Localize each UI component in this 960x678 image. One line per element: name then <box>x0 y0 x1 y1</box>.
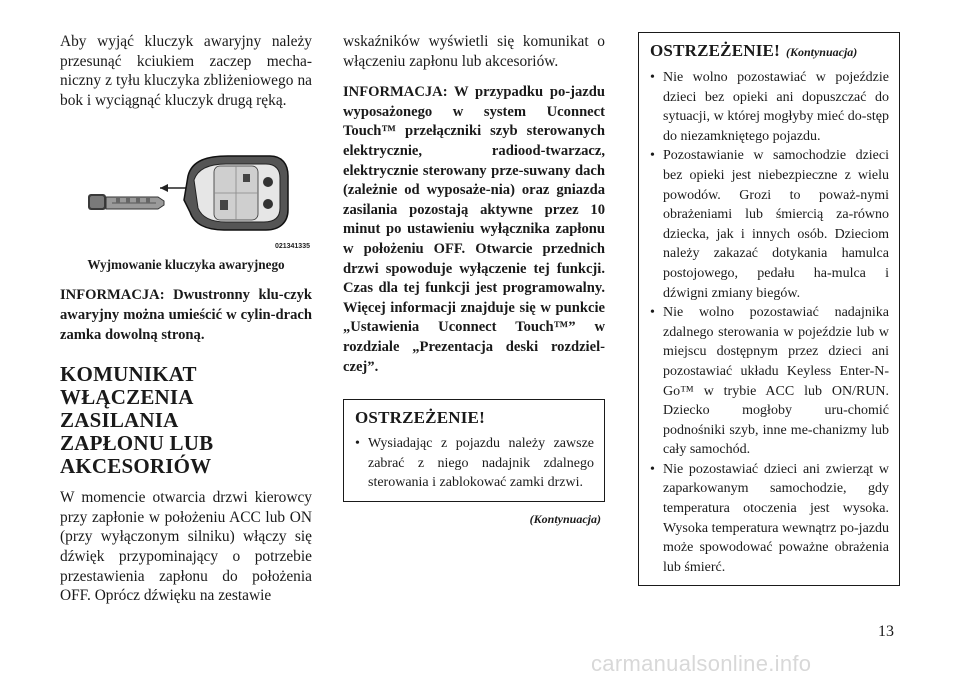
key-fob-figure <box>60 130 312 250</box>
warning-item: • Pozostawianie w samochodzie dzieci bez opieki jest niebezpieczne z wielu powodów. Grozi to poważ-nymi obrażeniami lub śmiercią za-równo dziecka, jak i innych osób. Dzieciom należy zakazać dotykania hamulca postojowego, pedału ha-mulca i dźwigni zmiany biegów. <box>650 146 889 303</box>
warning-title-text: OSTRZEŻENIE! <box>650 41 780 60</box>
warning-box-continued <box>638 32 900 586</box>
warning-list <box>355 434 594 493</box>
info-note: INFORMACJA: Dwustronny klu-czyk awaryjny można umieścić w cylin-drach zamka dowolną stroną. <box>60 287 312 343</box>
warning-item: • Wysiadając z pojazdu należy zawsze zabrać z niego nadajnik zdalnego sterowania i zablokować zamki drzwi. <box>355 434 594 493</box>
warning-item: • Nie pozostawiać dzieci ani zwierząt w zaparkowanym samochodzie, gdy temperatura otoczenia jest wysoka. Wysoka temperatura wewnątrz po-jazdu może spowodować poważne obrażenia lub śmierć. <box>650 460 889 578</box>
section-heading-line: WŁĄCZENIA ZASILANIA <box>60 385 193 433</box>
figure-caption: Wyjmowanie kluczyka awaryjnego <box>87 257 285 273</box>
warning-box <box>343 399 605 502</box>
warning-item: • Nie wolno pozostawiać nadajnika zdalnego sterowania w pojeździe lub w miejscu dostępnym przez dzieci ani pozostawiać układu Keyless Enter-N-Go™ w trybie ACC lub ON/RUN. Dziecko mogłoby uru-chomić podnośniki szyb, inne me-chanizmy lub cały samochód. <box>650 303 889 460</box>
warning-list <box>650 68 889 577</box>
watermark: carmanualsonline.info <box>591 651 812 676</box>
info-note-uconnect: INFORMACJA: W przypadku po-jazdu wyposażonego w system Uconnect Touch™ przełączniki szyb sterowanych elektrycznie, radiood-twarzacz, elektrycznie sterowany prze-suwany dach (zależnie od wyposaże-nia) oraz gniazda zasilania pozostają aktywne przez 10 minut po ustawieniu wyłącznika zapłonu w położeniu OFF. Otwarcie przednich drzwi spowoduje wyłączenie tej funkcji. Czas dla tej funkcji jest programowalny. Więcej informacji znajduje się w punkcie „Ustawienia Uconnect Touch™” w rozdziale „Prezentacja deski rozdziel-czej”. <box>343 84 605 375</box>
key-fob-illustration <box>60 130 312 250</box>
warning-title-suffix: (Kontynuacja) <box>785 45 858 59</box>
warning-item: • Nie wolno pozostawiać w pojeździe dzieci bez opieki ani dopuszczać do sytuacji, w której mogłyby mieć do-stęp do niezamkniętego pojazdu. <box>650 68 889 146</box>
continued-label: (Kontynuacja) <box>529 511 601 526</box>
arrow-icon <box>160 184 186 192</box>
section-heading-line: AKCESORIÓW <box>60 454 212 479</box>
page-number: 13 <box>878 623 894 640</box>
continued-paragraph: wskaźników wyświetli się komunikat o włączeniu zapłonu lub akcesoriów. <box>343 33 605 70</box>
warning-title: OSTRZEŻENIE! <box>355 408 485 428</box>
intro-paragraph: Aby wyjąć kluczyk awaryjny należy przesunąć kciukiem zaczep mecha-niczny z tyłu kluczyka zbliżeniowego na bok i wyciągnąć kluczyk drugą ręką. <box>60 33 312 109</box>
section-heading-line: ZAPŁONU LUB <box>60 431 214 456</box>
emergency-key-icon <box>88 194 164 210</box>
column-left <box>60 32 312 606</box>
figure-code: 021341335 <box>274 243 310 251</box>
column-right <box>638 32 900 586</box>
warning-title <box>650 41 889 62</box>
section-heading <box>60 363 312 478</box>
body-paragraph: W momencie otwarcia drzwi kierowcy przy zapłonie w położeniu ACC lub ON (przy wyłączonym silniku) włączy się dźwięk przypominający o potrzebie przestawienia zapłonu do położenia OFF. Oprócz dźwięku na zestawie <box>60 489 312 605</box>
column-middle <box>343 32 605 527</box>
section-heading-line: KOMUNIKAT <box>60 362 197 387</box>
key-fob-icon <box>184 156 288 230</box>
